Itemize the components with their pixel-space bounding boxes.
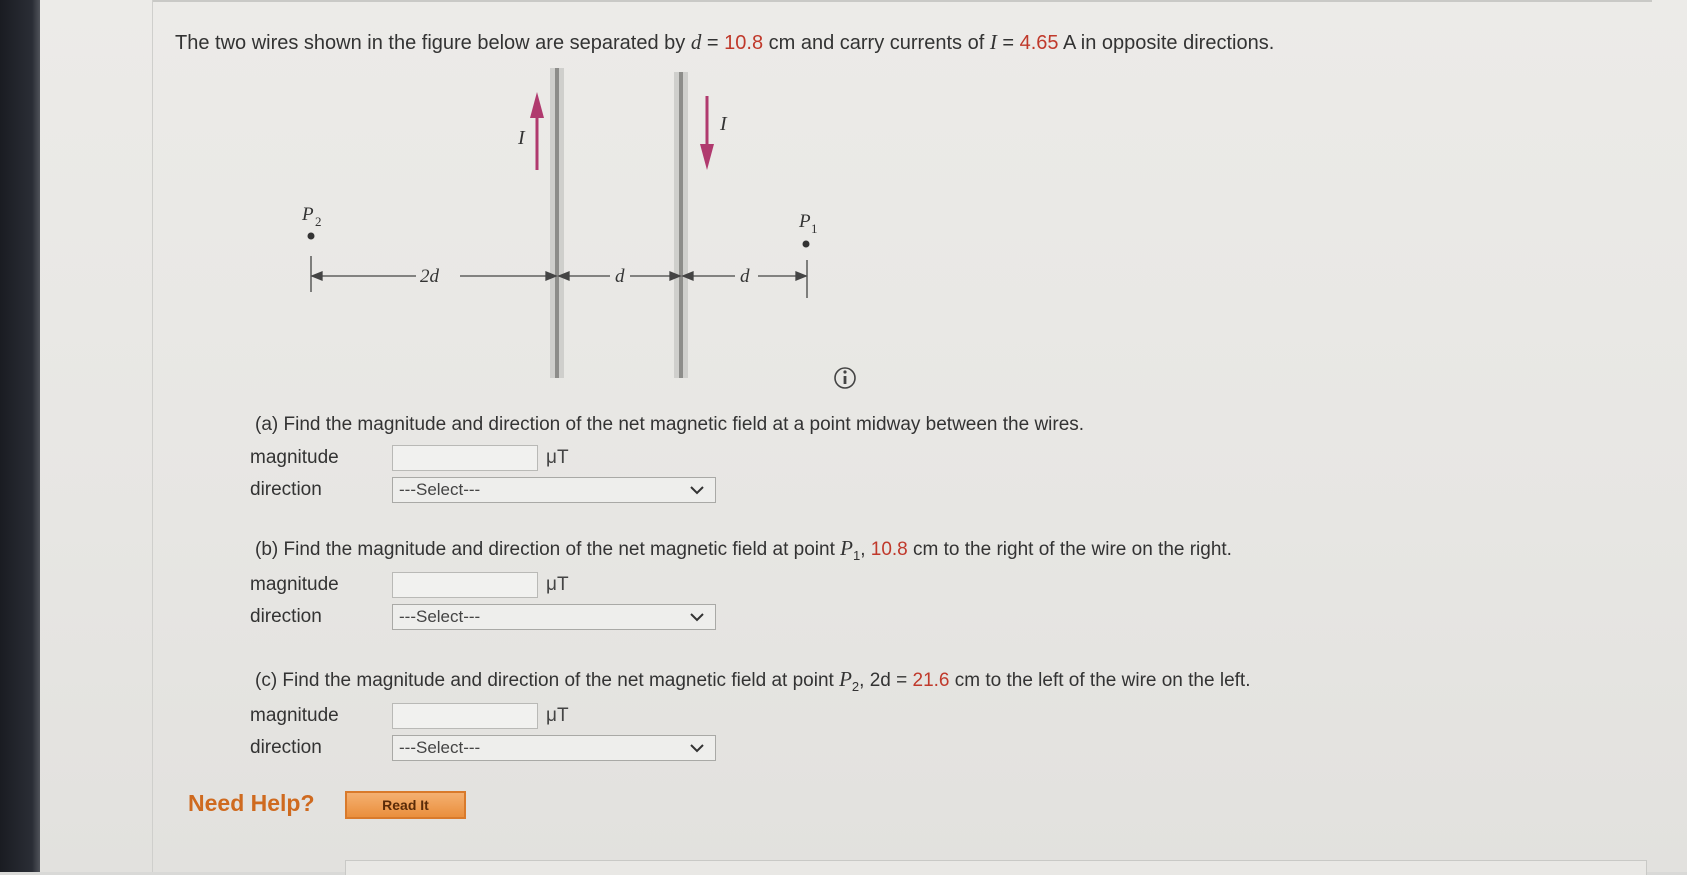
dim-d-label-1: d <box>615 266 625 287</box>
select-value: ---Select--- <box>399 737 481 757</box>
unit-label: μT <box>546 573 569 595</box>
problem-statement <box>175 30 1274 55</box>
unit-label: μT <box>546 704 569 726</box>
p1-label: P <box>799 211 811 232</box>
question-b <box>250 536 1232 633</box>
direction-label: direction <box>250 479 322 500</box>
dim-d-label-2: d <box>740 266 750 287</box>
magnitude-label: magnitude <box>250 704 339 726</box>
current-up-arrow <box>530 92 544 170</box>
magnitude-input-a[interactable] <box>392 445 538 471</box>
point-p1-sub: 1 <box>852 547 861 563</box>
info-icon[interactable] <box>835 368 855 388</box>
p1-subscript: 1 <box>811 221 818 236</box>
p1-point <box>803 241 810 248</box>
p2-subscript: 2 <box>315 214 322 229</box>
content-left-edge <box>152 0 153 872</box>
question-b-magnitude-row <box>250 569 1232 601</box>
select-value: ---Select--- <box>399 606 481 626</box>
magnitude-input-c[interactable] <box>392 703 538 729</box>
next-section-box <box>345 860 1647 875</box>
question-c <box>250 667 1250 764</box>
current-left-label: I <box>518 127 525 149</box>
wires-figure <box>280 60 880 390</box>
direction-select-a[interactable] <box>392 477 716 503</box>
equals-sign: = <box>996 32 1020 54</box>
chevron-down-icon <box>689 743 705 753</box>
problem-mid: cm and carry currents of <box>763 32 990 54</box>
problem-prefix: The two wires shown in the figure below are separated by <box>175 32 691 54</box>
d-value: 10.8 <box>724 32 764 54</box>
current-down-arrow <box>700 96 714 170</box>
question-c-magnitude-row <box>250 700 1250 732</box>
current-right-label: I <box>720 113 727 135</box>
question-c-sep: , 2d = <box>859 670 913 691</box>
direction-select-c[interactable] <box>392 735 716 761</box>
point-p2-sub: 2 <box>851 678 860 694</box>
monitor-bezel <box>0 0 40 872</box>
question-a-direction-row <box>250 474 1084 506</box>
i-value: 4.65 <box>1019 32 1059 54</box>
question-c-pre: (c) Find the magnitude and direction of the net magnetic field at point <box>255 670 840 691</box>
problem-suffix: A in opposite directions. <box>1058 32 1275 54</box>
direction-label: direction <box>250 736 322 758</box>
question-a-magnitude-row <box>250 442 1084 474</box>
question-b-post: cm to the right of the wire on the right. <box>907 539 1232 560</box>
question-b-sep: , <box>860 539 871 560</box>
unit-label: μT <box>546 447 569 468</box>
var-d: d <box>690 30 702 54</box>
point-p1: P <box>840 536 853 560</box>
read-it-button[interactable]: Read It <box>345 791 466 819</box>
dim-2d-label: 2d <box>420 266 439 287</box>
top-divider <box>152 0 1652 2</box>
question-c-text <box>255 667 1250 694</box>
p2-point <box>308 233 315 240</box>
question-c-value: 21.6 <box>912 670 950 691</box>
direction-label: direction <box>250 605 322 627</box>
question-c-direction-row <box>250 732 1250 764</box>
magnitude-label: magnitude <box>250 573 339 595</box>
direction-select-b[interactable] <box>392 604 716 630</box>
equals-sign: = <box>701 32 725 54</box>
question-b-pre: (b) Find the magnitude and direction of the net magnetic field at point <box>255 539 841 560</box>
question-b-text <box>255 536 1232 563</box>
magnitude-label: magnitude <box>250 447 339 468</box>
question-b-value: 10.8 <box>870 539 908 560</box>
p2-label: P <box>302 204 314 225</box>
need-help-label: Need Help? <box>188 790 315 816</box>
question-b-direction-row <box>250 601 1232 633</box>
var-i: I <box>989 30 997 54</box>
select-value: ---Select--- <box>399 480 481 499</box>
point-p2: P <box>839 667 852 691</box>
magnitude-input-b[interactable] <box>392 572 538 598</box>
chevron-down-icon <box>689 612 705 622</box>
question-a <box>250 414 1084 506</box>
question-a-text: (a) Find the magnitude and direction of the net magnetic field at a point midway between the wires. <box>255 414 1085 435</box>
question-c-post: cm to the left of the wire on the left. <box>949 670 1251 691</box>
chevron-down-icon <box>689 485 705 495</box>
